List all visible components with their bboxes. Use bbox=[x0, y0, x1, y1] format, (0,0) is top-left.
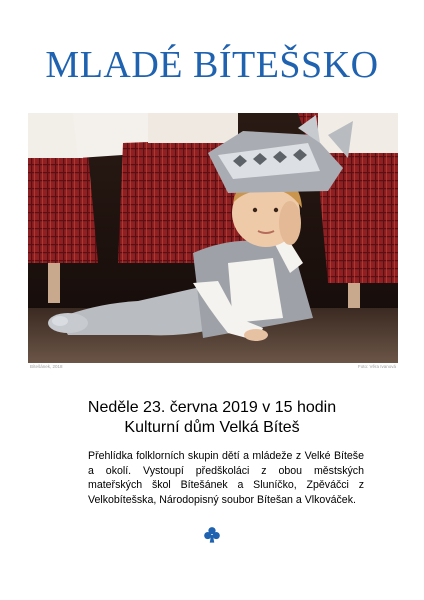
event-date: Neděle 23. června 2019 v 15 hodin bbox=[87, 399, 337, 416]
photo-caption: Bítešánek, 2018 bbox=[30, 364, 63, 369]
poster-title: MLADÉ BÍTEŠSKO bbox=[45, 44, 379, 86]
event-description: Přehlídka folklorních skupin dětí a mládeže z Velké Bíteše a okolí. Vystoupí předškoláci z obou městských mateřských škol Bítešánek a Sluníčko, Zpěváčci z Velkobítešska, Národopisný soubor Bítešan a Vlkováček. bbox=[88, 450, 364, 506]
event-venue: Kulturní dům Velká Bíteš bbox=[124, 419, 300, 436]
photo-credit: Foto: Věra Ivanová bbox=[357, 364, 396, 369]
event-photo bbox=[28, 113, 398, 363]
club-icon bbox=[203, 526, 221, 544]
